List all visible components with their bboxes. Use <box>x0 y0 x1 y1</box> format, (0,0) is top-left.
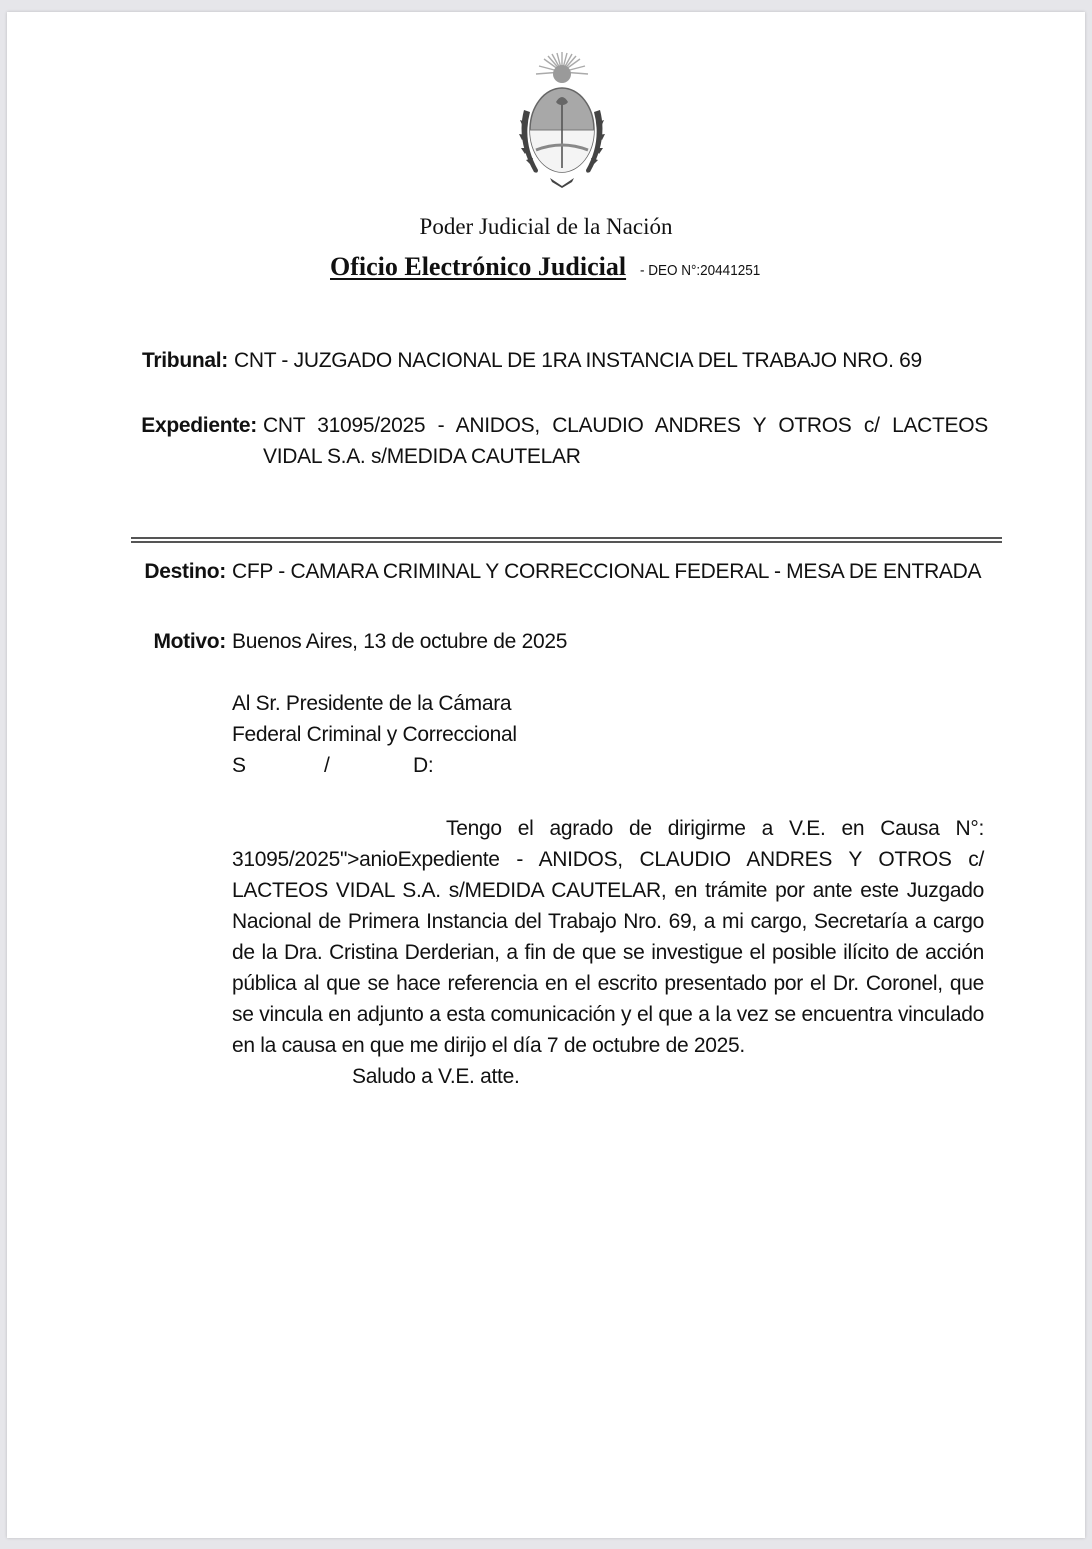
sd-line <box>232 750 984 781</box>
tribunal-label: Tribunal: <box>142 349 228 372</box>
deo-reference <box>640 262 760 279</box>
double-rule-top <box>131 537 1002 539</box>
destino-value: CFP - CAMARA CRIMINAL Y CORRECCIONAL FEDERAL - MESA DE ENTRADA <box>232 560 982 583</box>
destino-label: Destino: <box>144 560 226 583</box>
double-rule-bottom <box>131 541 1002 543</box>
closing-line: Saludo a V.E. atte. <box>352 1065 520 1088</box>
addressee-line: Federal Criminal y Correccional <box>232 723 517 746</box>
tribunal-value: CNT - JUZGADO NACIONAL DE 1RA INSTANCIA DEL TRABAJO NRO. 69 <box>234 349 922 372</box>
expediente-value: CNT 31095/2025 - ANIDOS, CLAUDIO ANDRES Y OTROS c/ LACTEOS VIDAL S.A. s/MEDIDA CAUTELAR <box>263 414 988 468</box>
body-text <box>232 813 984 1092</box>
sd-d: D: <box>413 754 434 777</box>
motivo-label: Motivo: <box>153 630 226 653</box>
addressee-block <box>232 688 984 781</box>
motivo-value: Buenos Aires, 13 de octubre de 2025 <box>232 630 568 653</box>
court-name: Poder Judicial de la Nación <box>419 214 673 239</box>
sd-s: S <box>232 754 246 777</box>
sd-slash: / <box>324 754 330 777</box>
document-title-row <box>330 252 774 282</box>
expediente-label: Expediente: <box>141 414 257 437</box>
deo-label: - DEO N°: <box>640 262 701 279</box>
tribunal-field <box>0 345 1092 377</box>
expediente-field <box>0 410 1092 474</box>
motivo-field <box>0 626 1092 658</box>
national-crest-icon <box>510 50 614 195</box>
body-paragraph: Tengo el agrado de dirigirme a V.E. en Causa N°: 31095/2025">anioExpediente - ANIDOS, CLAUDIO ANDRES Y OTROS c/ LACTEOS VIDAL S.A. s/MEDIDA CAUTELAR, en trámite por ante este Juzgado Nacional de Primera Instancia del Trabajo Nro. 69, a mi cargo, Secretaría a cargo de la Dra. Cristina Derderian, a fin de que se investigue el posible ilícito de acción pública al que se hace referencia en el escrito presentado por el Dr. Coronel, que se vincula en adjunto a esta comunicación y el que a la vez se encuentra vinculado en la causa en que me dirijo el día 7 de octubre de 2025. <box>232 817 984 1057</box>
deo-number: 20441251 <box>700 262 761 279</box>
destino-field <box>0 556 1092 620</box>
document-title: Oficio Electrónico Judicial <box>330 252 627 281</box>
addressee-line: Al Sr. Presidente de la Cámara <box>232 692 512 715</box>
